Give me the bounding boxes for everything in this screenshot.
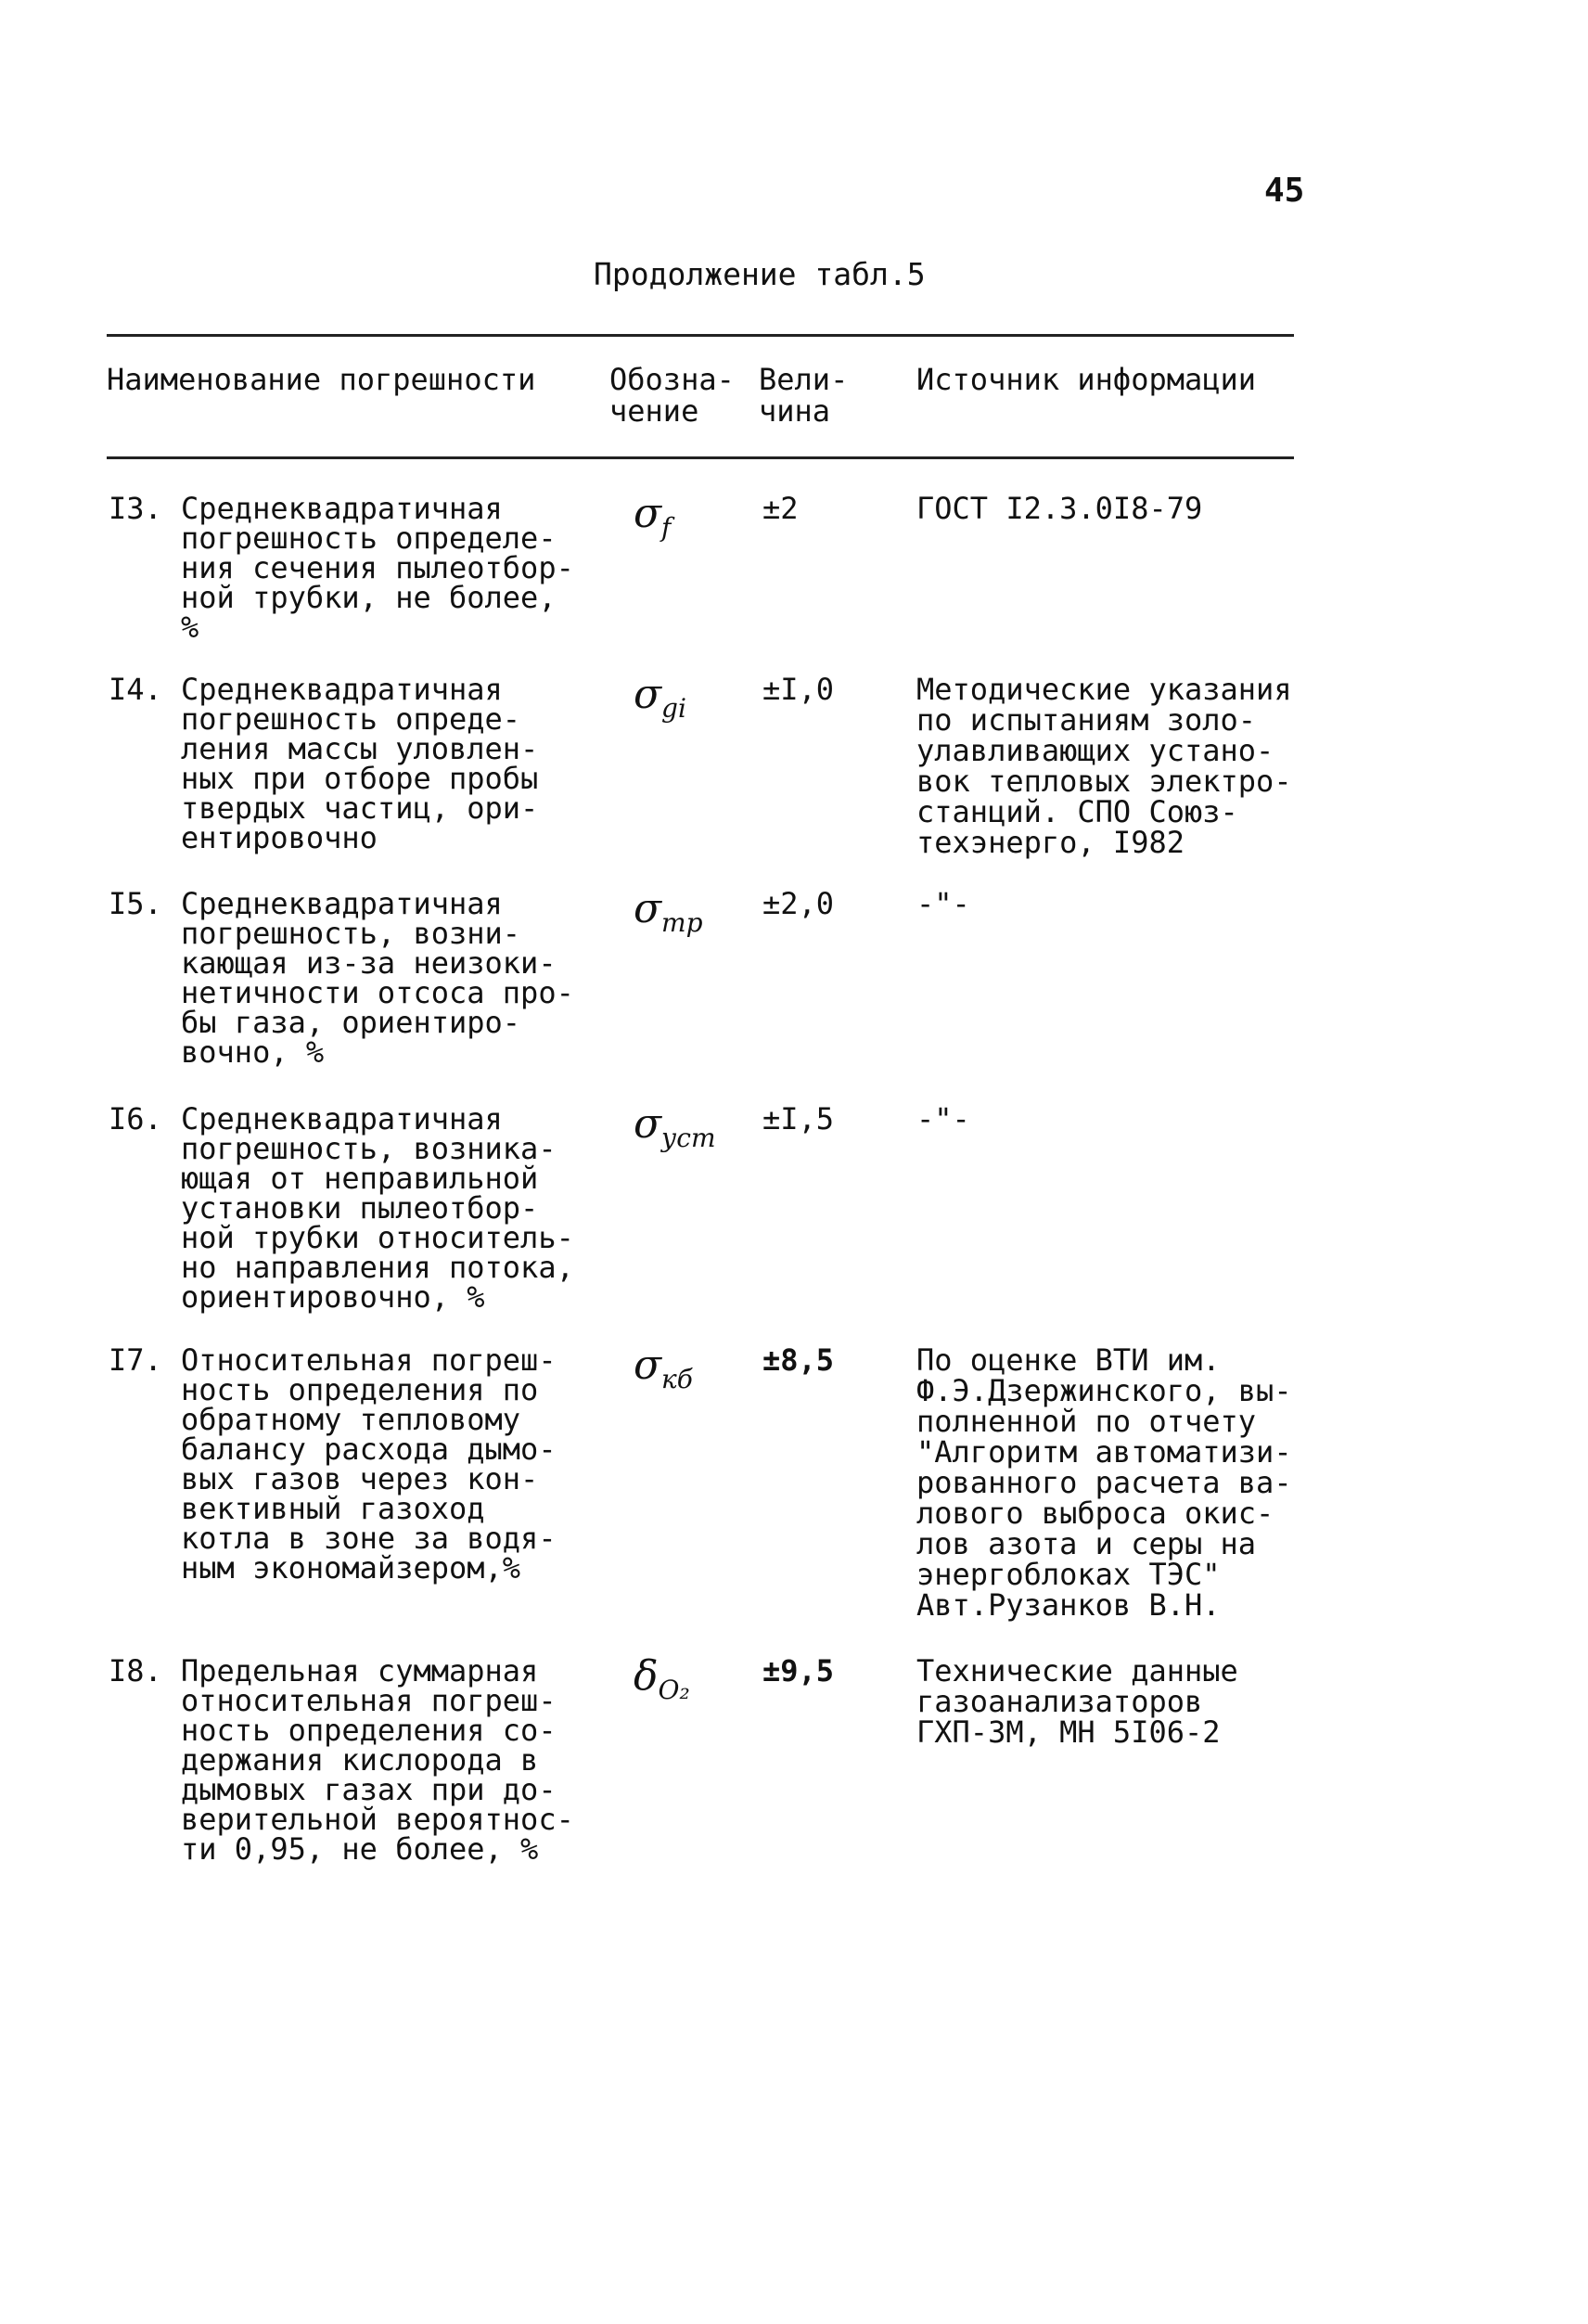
info-source: -"- (916, 886, 970, 921)
row-number: I7. (109, 1342, 162, 1378)
info-source: -"- (916, 1101, 970, 1136)
error-name: Среднеквадратичная погрешность, возника- ющая от неправильной установки пылеотбор- ной трубки относитель- но направления потока, ориентировочно, % (181, 1101, 574, 1315)
error-symbol: $\sigma_{кб}$ (634, 1342, 693, 1394)
row-number: I8. (109, 1653, 162, 1688)
header-symbol: Обозна- чение (609, 362, 735, 429)
error-value: ±2 (762, 491, 799, 526)
info-source: ГОСТ I2.3.0I8-79 (916, 491, 1203, 526)
error-value: ±8,5 (762, 1342, 835, 1378)
error-symbol: $\sigma_{тр}$ (634, 885, 703, 938)
error-name: Предельная суммарная относительная погреш- ность определения со- держания кислорода в дымовых газах при до- верительной вероятнос- ти 0,95, не более, % (181, 1653, 574, 1867)
error-value: ±I,5 (762, 1101, 835, 1136)
error-name: Среднеквадратичная погрешность, возни- кающая из-за неизоки- нетичности отсоса про- бы газа, ориентиро- вочно, % (181, 886, 574, 1070)
row-number: I4. (109, 672, 162, 707)
row-number: I6. (109, 1101, 162, 1136)
error-value: ±2,0 (762, 886, 835, 921)
row-number: I5. (109, 886, 162, 921)
error-symbol: $\sigma_{gi}$ (634, 671, 686, 724)
info-source: Методические указания по испытаниям золо- улавливающих устано- вок тепловых электро- станций. СПО Союз- техэнерго, I982 (916, 672, 1292, 860)
error-value: ±9,5 (762, 1653, 835, 1688)
error-name: Относительная погреш- ность определения по обратному тепловому балансу расхода дымо- вых газов через кон- вективный газоход котла в зоне за водя- ным экономайзером,% (181, 1342, 557, 1586)
header-value: Вели- чина (759, 362, 849, 429)
table-top-rule (107, 334, 1294, 337)
header-bottom-rule (107, 456, 1294, 459)
error-symbol: $\sigma_f$ (634, 490, 672, 543)
header-name: Наименование погрешности (107, 362, 536, 397)
page-number: 45 (1264, 172, 1305, 210)
error-symbol: $\sigma_{уст}$ (634, 1100, 716, 1153)
row-number: I3. (109, 491, 162, 526)
info-source: По оценке ВТИ им. Ф.Э.Дзержинского, вы- полненной по отчету "Алгоритм автоматизи- рованного расчета ва- лового выброса окис- лов азота и серы на энергоблоках ТЭС" Авт.Рузанков В.Н. (916, 1342, 1292, 1623)
table-caption: Продолжение табл.5 (594, 256, 926, 292)
error-name: Среднеквадратичная погрешность опреде- ления массы уловлен- ных при отборе пробы твердых частиц, ори- ентировочно (181, 672, 539, 855)
info-source: Технические данные газоанализаторов ГХП-3М, МН 5I06-2 (916, 1653, 1238, 1750)
header-source: Источник информации (916, 362, 1257, 397)
error-name: Среднеквадратичная погрешность определе- ния сечения пылеотбор- ной трубки, не более, % (181, 491, 574, 645)
error-symbol: $\delta_{O_2}$ (634, 1652, 690, 1705)
error-value: ±I,0 (762, 672, 835, 707)
